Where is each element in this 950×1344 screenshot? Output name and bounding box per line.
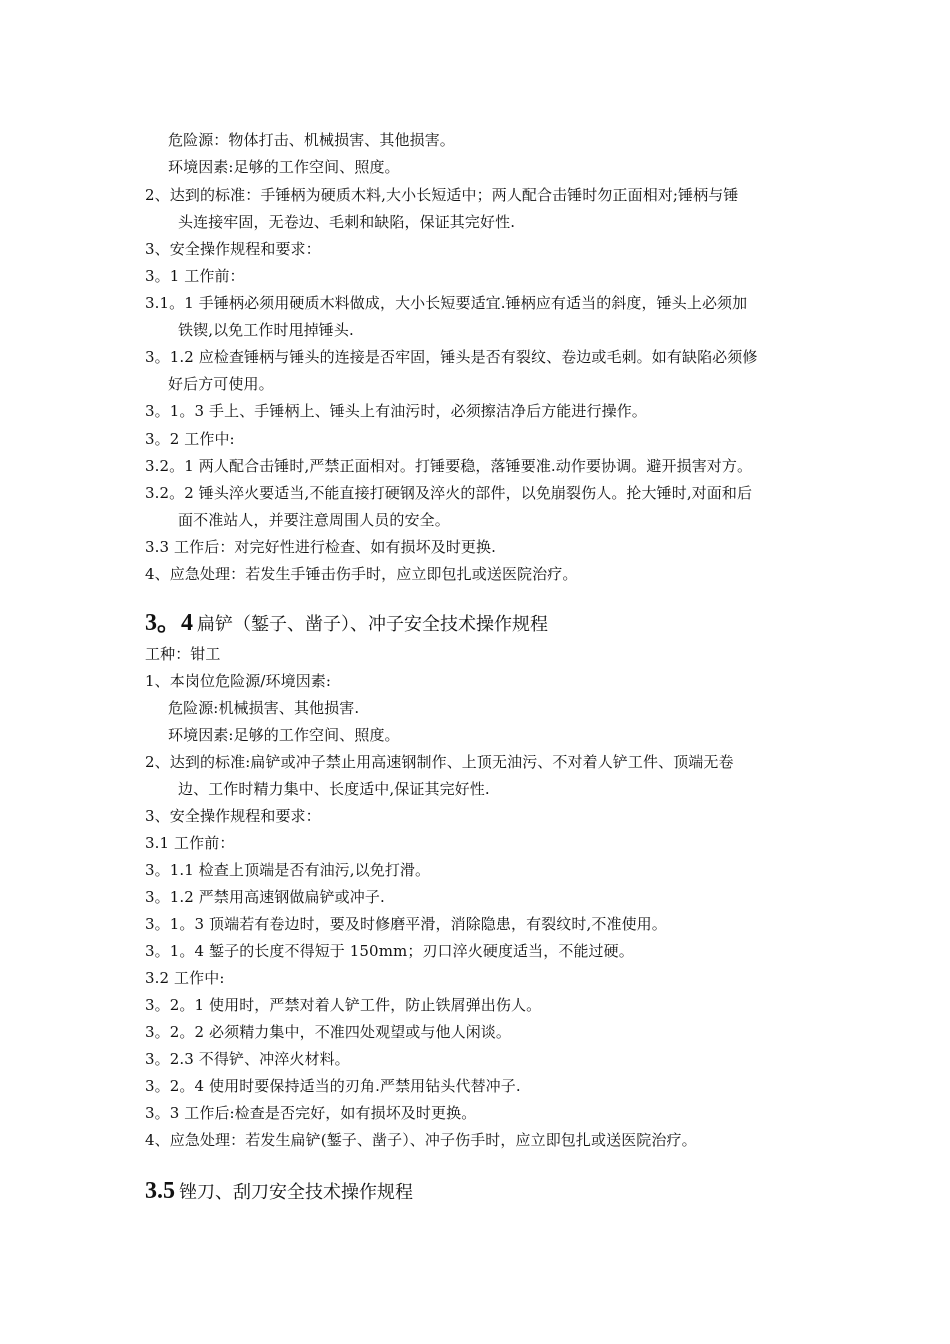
text-line: 1、本岗位危险源/环境因素: (145, 672, 332, 690)
text-line: 3.1。1 手锤柄必须用硬质木料做成，大小长短要适宜.锤柄应有适当的斜度，锤头上必须加 (145, 294, 748, 312)
section-heading (145, 610, 548, 638)
text-line: 危险源：物体打击、机械损害、其他损害。 (168, 131, 455, 149)
text-line: 3。1。3 手上、手锤柄上、锤头上有油污时，必须擦洁净后方能进行操作。 (145, 402, 647, 420)
text-line: 3、安全操作规程和要求： (145, 240, 321, 258)
text-line: 3.2 工作中: (145, 969, 225, 987)
text-line: 3。2。2 必须精力集中，不准四处观望或与他人闲谈。 (145, 1023, 512, 1041)
text-line: 3。1。3 顶端若有卷边时，要及时修磨平滑，消除隐患，有裂纹时,不准使用。 (145, 915, 667, 933)
text-line: 边、工作时精力集中、长度适中,保证其完好性. (178, 780, 490, 798)
text-line: 3。2 工作中: (145, 430, 235, 448)
section-title: 扁铲（錾子、凿子）、冲子安全技术操作规程 (197, 614, 548, 635)
text-line: 铁锲,以免工作时甩掉锤头. (178, 321, 354, 339)
text-line: 3。1.1 检查上顶端是否有油污,以免打滑。 (145, 861, 431, 879)
text-line: 3。2。4 使用时要保持适当的刃角.严禁用钻头代替冲子. (145, 1077, 521, 1095)
text-line: 3。1.2 严禁用高速钢做扁铲或冲子. (145, 888, 385, 906)
text-line: 头连接牢固，无卷边、毛刺和缺陷，保证其完好性. (178, 213, 516, 231)
text-line: 好后方可使用。 (168, 375, 274, 393)
text-line: 环境因素:足够的工作空间、照度。 (168, 726, 400, 744)
text-line: 3。1.2 应检查锤柄与锤头的连接是否牢固，锤头是否有裂纹、卷边或毛刺。如有缺陷必须修 (145, 348, 758, 366)
text-line: 3.3 工作后：对完好性进行检查、如有损坏及时更换. (145, 538, 496, 556)
text-line: 3。2。1 使用时，严禁对着人铲工件，防止铁屑弹出伤人。 (145, 996, 542, 1014)
text-line: 3。1 工作前： (145, 267, 245, 285)
text-line: 3.2。1 两人配合击锤时,严禁正面相对。打锤要稳，落锤要准.动作要协调。避开损害对方。 (145, 457, 753, 475)
section-number: 3。4 (145, 610, 193, 636)
text-line: 4、应急处理：若发生扁铲(錾子、凿子）、冲子伤手时，应立即包扎或送医院治疗。 (145, 1131, 697, 1149)
section-number: 3.5 (145, 1178, 175, 1204)
text-line: 环境因素:足够的工作空间、照度。 (168, 158, 400, 176)
text-line: 危险源:机械损害、其他损害. (168, 699, 360, 717)
text-line: 3。1。4 錾子的长度不得短于 150mm；刃口淬火硬度适当，不能过硬。 (145, 942, 634, 960)
section-heading (145, 1178, 413, 1206)
text-line: 工种：钳工 (145, 645, 221, 663)
text-line: 面不准站人，并要注意周围人员的安全。 (178, 511, 450, 529)
section-title: 锉刀、刮刀安全技术操作规程 (179, 1182, 413, 1203)
text-line: 3、安全操作规程和要求： (145, 807, 321, 825)
text-line: 3。2.3 不得铲、冲淬火材料。 (145, 1050, 350, 1068)
text-line: 3.1 工作前： (145, 834, 235, 852)
text-line: 3.2。2 锤头淬火要适当,不能直接打硬钢及淬火的部件，以免崩裂伤人。抡大锤时,对面和后 (145, 484, 753, 502)
text-line: 2、达到的标准:扁铲或冲子禁止用高速钢制作、上顶无油污、不对着人铲工件、顶端无卷 (145, 753, 734, 771)
text-line: 3。3 工作后:检查是否完好，如有损坏及时更换。 (145, 1104, 477, 1122)
text-line: 4、应急处理：若发生手锤击伤手时，应立即包扎或送医院治疗。 (145, 565, 578, 583)
text-line: 2、达到的标准：手锤柄为硬质木料,大小长短适中；两人配合击锤时勿正面相对;锤柄与锤 (145, 186, 739, 204)
